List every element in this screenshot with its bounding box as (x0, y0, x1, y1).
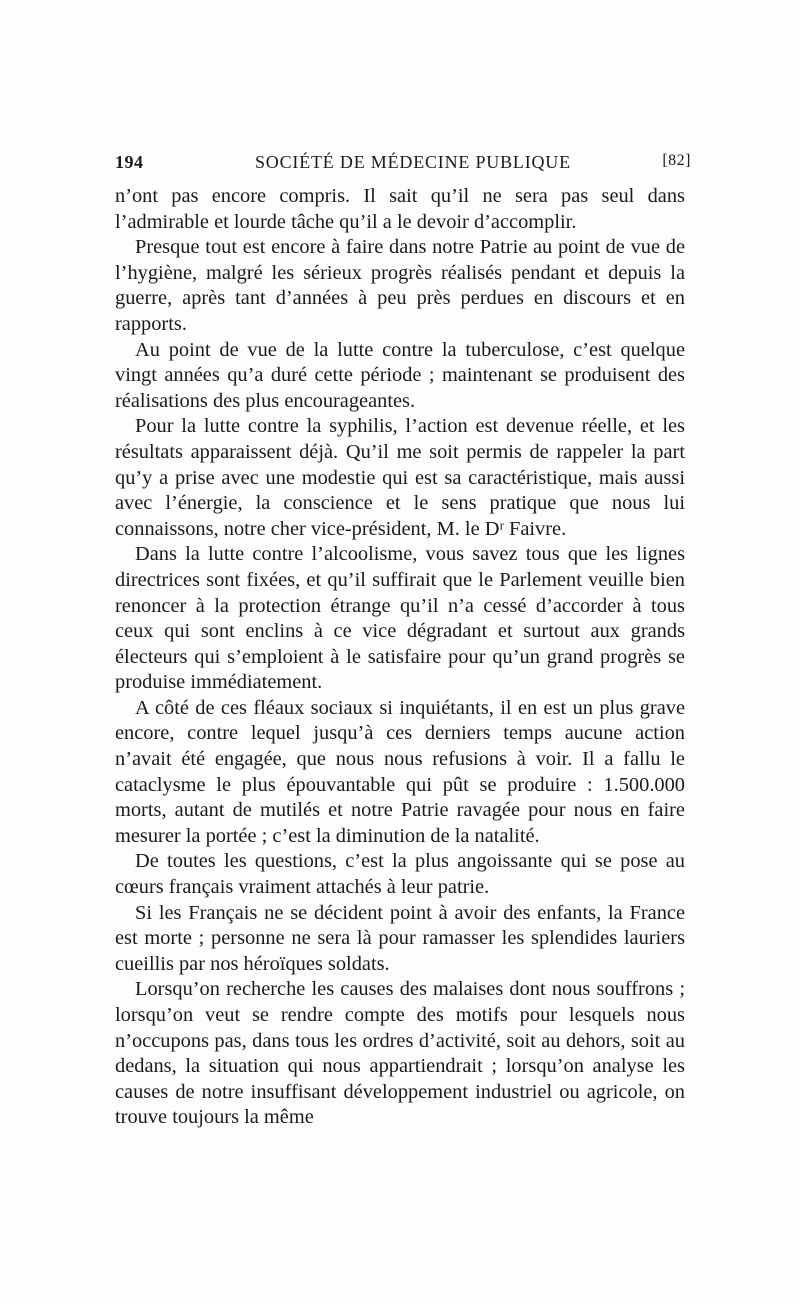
running-title: SOCIÉTÉ DE MÉDECINE PUBLIQUE (255, 152, 571, 172)
book-page (115, 152, 691, 1131)
running-head (115, 152, 691, 178)
paragraph: n’ont pas encore compris. Il sait qu’il ne sera pas seul dans l’admirable et lourde tâche qu’il a le devoir d’accomplir. (115, 185, 685, 233)
paragraph: Presque tout est encore à faire dans notre Patrie au point de vue de l’hygiène, malgré les sérieux progrès réalisés pendant et depuis la guerre, après tant d’années à peu près perdues en discours et en rapports. (115, 236, 685, 335)
folio-number: [82] (662, 152, 691, 169)
paragraph: Si les Français ne se décident point à avoir des enfants, la France est morte ; personne ne sera là pour ramasser les splendides lauriers cueillis par nos héroïques soldats. (115, 901, 685, 975)
paragraph: A côté de ces fléaux sociaux si inquiétants, il en est un plus grave encore, contre lequel jusqu’à ces derniers temps aucune action n’avait été engagée, que nous nous refusions à voir. Il a fallu le cataclysme le plus épouvantable qui pût se produire : 1.500.000 morts, autant de mutilés et notre Patrie ravagée pour nous en faire mesurer la portée ; c’est la diminution de la natalité. (115, 696, 685, 847)
page-number: 194 (115, 152, 144, 172)
paragraph: De toutes les questions, c’est la plus angoissante qui se pose au cœurs français vraiment attachés à leur patrie. (115, 850, 685, 899)
paragraph: Pour la lutte contre la syphilis, l’action est devenue réelle, et les résultats apparaissent déjà. Qu’il me soit permis de rappeler la part qu’y a prise avec une modestie qui est sa caractéristique, mais aussi avec l’énergie, la conscience et le sens pratique que nous lui connaissons, notre cher vice-président, M. le Dʳ Faivre. (115, 415, 685, 540)
paragraph: Dans la lutte contre l’alcoolisme, vous savez tous que les lignes directrices sont fixées, et qu’il suffirait que le Parlement veuille bien renoncer à la protection étrange qu’il n’a cessé d’accorder à tous ceux qui sont enclins à ce vice dégradant et surtout aux grands électeurs qui s’emploient à le satisfaire pour qu’un grand progrès se produise immédiatement. (115, 543, 685, 694)
paragraph: Au point de vue de la lutte contre la tuberculose, c’est quelque vingt années qu’a duré cette période ; maintenant se produisent des réalisations des plus encourageantes. (115, 338, 685, 412)
paragraph: Lorsqu’on recherche les causes des malaises dont nous souffrons ; lorsqu’on veut se rendre compte des motifs pour lesquels nous n’occupons pas, dans tous les ordres d’activité, soit au dehors, soit au dedans, la situation qui nous appartiendrait ; lorsqu’on analyse les causes de notre insuffisant développement industriel ou agricole, on trouve toujours la même (115, 978, 685, 1129)
body-text (115, 184, 685, 1131)
